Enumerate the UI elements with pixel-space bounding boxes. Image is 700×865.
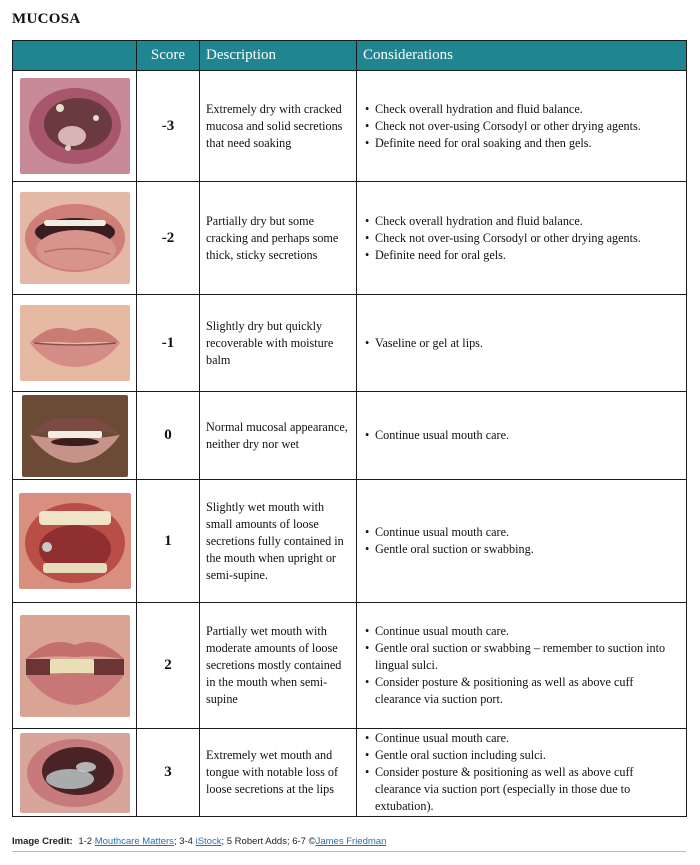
credit-text: 1-2 bbox=[78, 836, 93, 847]
list-item: • Continue usual mouth care. bbox=[363, 623, 680, 640]
row-considerations bbox=[357, 71, 687, 182]
list-item: • Definite need for oral gels. bbox=[363, 247, 680, 264]
considerations-list bbox=[363, 213, 680, 264]
list-item: • Gentle oral suction or swabbing – remember to suction into lingual sulci. bbox=[363, 640, 680, 674]
table-row bbox=[13, 182, 687, 295]
credit-link-mouthcare-matters[interactable]: Mouthcare Matters bbox=[94, 836, 174, 847]
row-image-cell bbox=[13, 603, 137, 729]
considerations-list bbox=[363, 427, 680, 444]
table-row bbox=[13, 480, 687, 603]
row-image-cell bbox=[13, 480, 137, 603]
list-item: • Gentle oral suction or swabbing. bbox=[363, 541, 680, 558]
considerations-list bbox=[363, 730, 680, 815]
row-description: Partially dry but some cracking and perhaps some thick, sticky secretions bbox=[200, 182, 357, 295]
row-considerations bbox=[357, 729, 687, 817]
row-score: 1 bbox=[137, 480, 200, 603]
table-row bbox=[13, 392, 687, 480]
credit-label: Image Credit: bbox=[12, 836, 73, 847]
considerations-list bbox=[363, 335, 680, 352]
considerations-list bbox=[363, 101, 680, 152]
list-item: • Check not over-using Corsodyl or other drying agents. bbox=[363, 118, 680, 135]
considerations-list bbox=[363, 524, 680, 558]
mouth-photo bbox=[20, 78, 130, 174]
row-description: Partially wet mouth with moderate amounts of loose secretions mostly contained in the mouth when semi-supine bbox=[200, 603, 357, 729]
header-image bbox=[13, 41, 137, 71]
row-score: -3 bbox=[137, 71, 200, 182]
row-considerations bbox=[357, 392, 687, 480]
row-image-cell bbox=[13, 729, 137, 817]
row-description: Extremely wet mouth and tongue with notable loss of loose secretions at the lips bbox=[200, 729, 357, 817]
table-row bbox=[13, 603, 687, 729]
row-score: -2 bbox=[137, 182, 200, 295]
credit-text: ; 3-4 bbox=[173, 836, 193, 847]
row-description: Extremely dry with cracked mucosa and solid secretions that need soaking bbox=[200, 71, 357, 182]
mucosa-score-table bbox=[12, 40, 687, 817]
list-item: • Continue usual mouth care. bbox=[363, 730, 680, 747]
row-description: Slightly wet mouth with small amounts of loose secretions fully contained in the mouth when upright or semi-supine. bbox=[200, 480, 357, 603]
table-row bbox=[13, 729, 687, 817]
header-description: Description bbox=[200, 41, 357, 71]
credit-link-istock[interactable]: iStock bbox=[195, 836, 222, 847]
mouth-photo bbox=[20, 192, 130, 284]
header-score: Score bbox=[137, 41, 200, 71]
table-row bbox=[13, 71, 687, 182]
row-description: Normal mucosal appearance, neither dry nor wet bbox=[200, 392, 357, 480]
row-considerations bbox=[357, 480, 687, 603]
header-considerations: Considerations bbox=[357, 41, 687, 71]
row-considerations bbox=[357, 295, 687, 392]
mouth-photo bbox=[19, 493, 131, 589]
row-considerations bbox=[357, 603, 687, 729]
list-item: • Continue usual mouth care. bbox=[363, 524, 680, 541]
list-item: • Vaseline or gel at lips. bbox=[363, 335, 680, 352]
list-item: • Definite need for oral soaking and then gels. bbox=[363, 135, 680, 152]
page-title: MUCOSA bbox=[12, 11, 81, 27]
row-image-cell bbox=[13, 392, 137, 480]
considerations-list bbox=[363, 623, 680, 708]
row-image-cell bbox=[13, 295, 137, 392]
footer-divider bbox=[12, 851, 686, 852]
lips-photo bbox=[20, 305, 130, 381]
image-credit bbox=[12, 836, 386, 847]
list-item: • Continue usual mouth care. bbox=[363, 427, 680, 444]
row-score: 0 bbox=[137, 392, 200, 480]
row-description: Slightly dry but quickly recoverable with moisture balm bbox=[200, 295, 357, 392]
table-header-row bbox=[13, 41, 687, 71]
list-item: • Consider posture & positioning as well as above cuff clearance via suction port (especially in those due to extubation). bbox=[363, 764, 680, 815]
mouth-photo bbox=[20, 733, 130, 813]
list-item: • Check overall hydration and fluid balance. bbox=[363, 213, 680, 230]
row-considerations bbox=[357, 182, 687, 295]
credit-link-james-friedman[interactable]: James Friedman bbox=[315, 836, 387, 847]
list-item: • Gentle oral suction including sulci. bbox=[363, 747, 680, 764]
row-score: 3 bbox=[137, 729, 200, 817]
credit-text: ; 5 Robert Adds; 6-7 © bbox=[221, 836, 316, 847]
list-item: • Consider posture & positioning as well as above cuff clearance via suction port. bbox=[363, 674, 680, 708]
list-item: • Check overall hydration and fluid balance. bbox=[363, 101, 680, 118]
mouth-photo bbox=[20, 615, 130, 717]
row-image-cell bbox=[13, 182, 137, 295]
row-score: -1 bbox=[137, 295, 200, 392]
table-row bbox=[13, 295, 687, 392]
row-image-cell bbox=[13, 71, 137, 182]
list-item: • Check not over-using Corsodyl or other drying agents. bbox=[363, 230, 680, 247]
row-score: 2 bbox=[137, 603, 200, 729]
mouth-photo bbox=[22, 395, 128, 477]
